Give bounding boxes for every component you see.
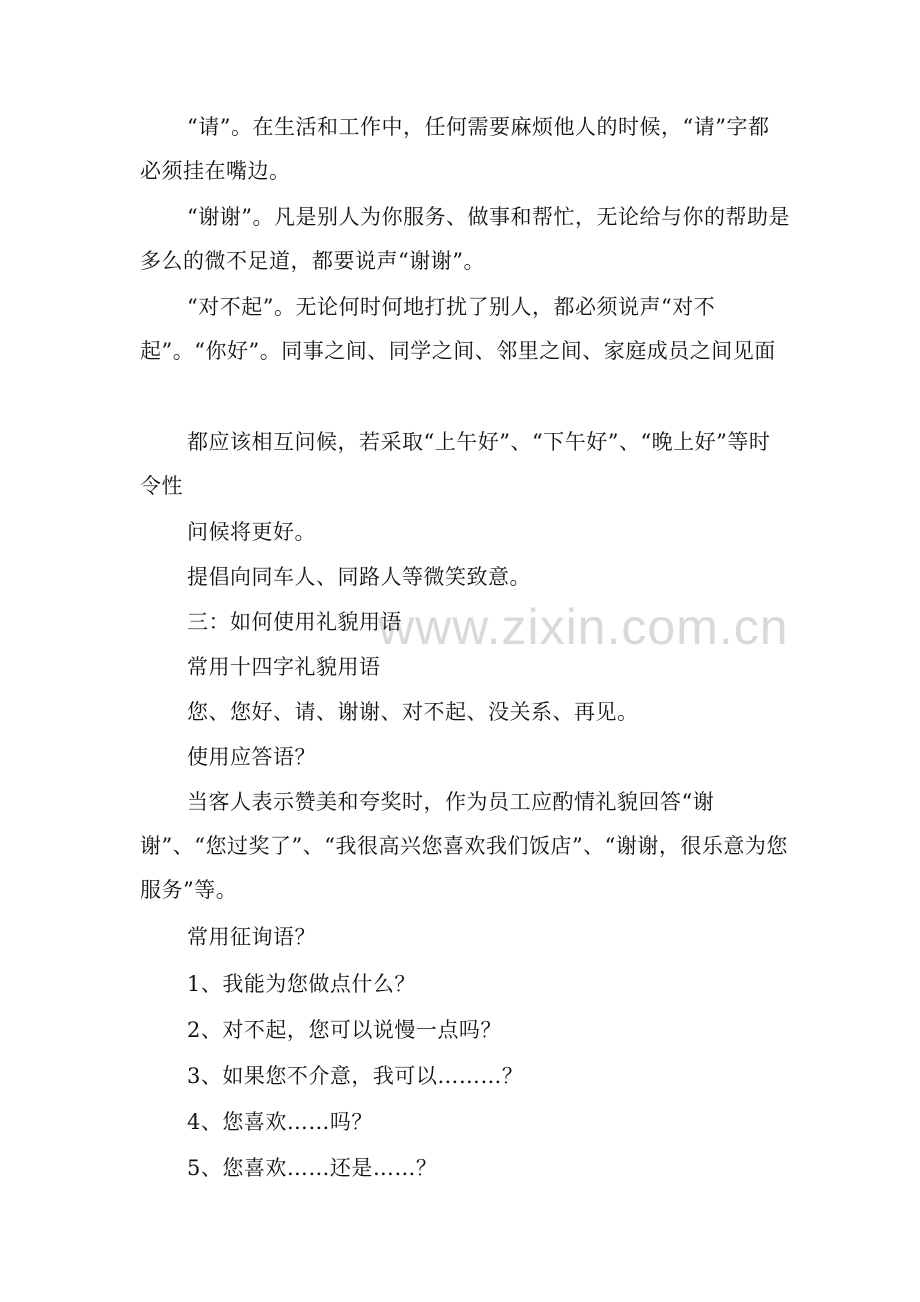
polite-words-list: 您、您好、请、谢谢、对不起、没关系、再见。 [187, 700, 639, 724]
paragraph-compliments: 当客人表示赞美和夸奖时，作为员工应酌情礼貌回答“谢谢”、“您过奖了”、“我很高兴您喜欢我们饭店”、“谢谢，很乐意为您服务”等。 [140, 790, 788, 902]
subheading-fourteen-words: 常用十四字礼貌用语 [187, 655, 381, 679]
subheading-inquiry: 常用征询语？ [187, 925, 316, 949]
paragraph-xiexie: “谢谢”。凡是别人为你服务、做事和帮忙，无论给与你的帮助是多么的微不足道，都要说声“谢谢”。 [140, 205, 790, 273]
paragraph-greetings-cont: 问候将更好。 [187, 520, 316, 544]
paragraph-qing: “请”。在生活和工作中，任何需要麻烦他人的时候，“请”字都必须挂在嘴边。 [140, 115, 770, 183]
section-heading: 三：如何使用礼貌用语 [187, 610, 402, 634]
watermark: www.zixin.com.cn [378, 599, 789, 655]
list-item: 1、我能为您做点什么？ [187, 972, 416, 996]
list-item: 5、您喜欢……还是……？ [187, 1156, 438, 1180]
list-item: 3、如果您不介意，我可以………？ [187, 1064, 524, 1088]
subheading-response: 使用应答语？ [187, 745, 316, 769]
list-item: 4、您喜欢……吗？ [187, 1110, 373, 1134]
paragraph-duibuqi: “对不起”。无论何时何地打扰了别人，都必须说声“对不起”。“你好”。同事之间、同学之间、邻里之间、家庭成员之间见面 [140, 295, 776, 363]
paragraph-greetings: 都应该相互问候，若采取“上午好”、“下午好”、“晚上好”等时令性 [140, 430, 771, 498]
paragraph-smile: 提倡向同车人、同路人等微笑致意。 [187, 565, 531, 589]
list-item: 2、对不起，您可以说慢一点吗？ [187, 1018, 502, 1042]
